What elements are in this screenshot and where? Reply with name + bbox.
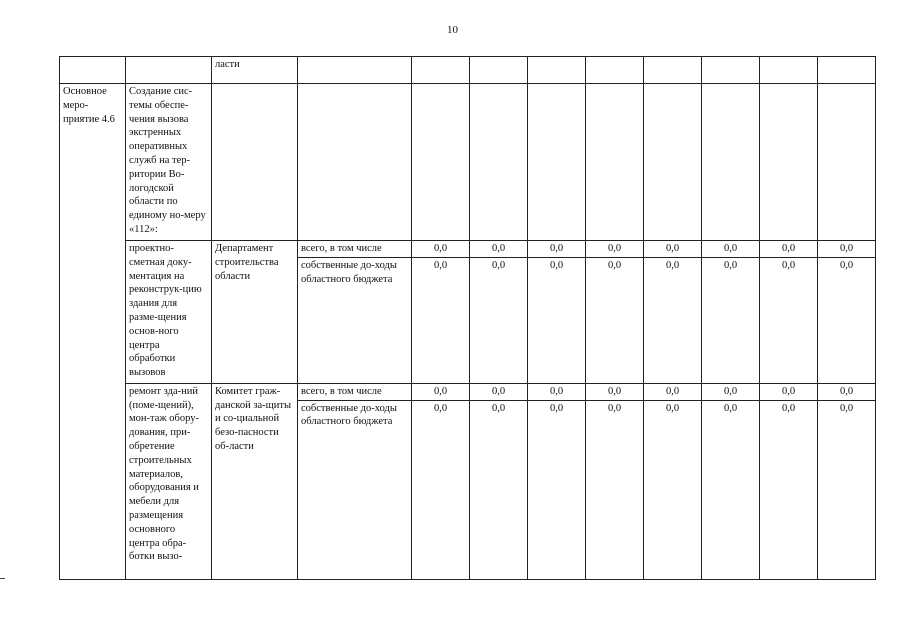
value-cell: 0,0 bbox=[818, 400, 876, 579]
value-cell: 0,0 bbox=[818, 383, 876, 400]
value-cell: 0,0 bbox=[470, 400, 528, 579]
value-cell: 0,0 bbox=[586, 400, 644, 579]
value-cell: 0,0 bbox=[470, 241, 528, 258]
value-cell: 0,0 bbox=[470, 383, 528, 400]
funding-source: собственные до-ходы областного бюджета bbox=[298, 400, 412, 579]
value-cell: 0,0 bbox=[702, 383, 760, 400]
table-row bbox=[60, 84, 876, 241]
value-cell: 0,0 bbox=[412, 241, 470, 258]
table-row bbox=[60, 57, 876, 84]
funding-source: всего, в том числе bbox=[298, 241, 412, 258]
value-cell: 0,0 bbox=[644, 241, 702, 258]
value-cell: 0,0 bbox=[760, 257, 818, 383]
value-cell: 0,0 bbox=[644, 400, 702, 579]
budget-table bbox=[59, 56, 876, 580]
value-cell: 0,0 bbox=[528, 400, 586, 579]
value-cell: 0,0 bbox=[586, 383, 644, 400]
cell-name bbox=[126, 57, 212, 84]
value-cell: 0,0 bbox=[760, 400, 818, 579]
value-cell: 0,0 bbox=[760, 383, 818, 400]
funding-source: собственные до-ходы областного бюджета bbox=[298, 257, 412, 383]
cell-source bbox=[298, 57, 412, 84]
value-cell: 0,0 bbox=[644, 257, 702, 383]
value-cell: 0,0 bbox=[412, 257, 470, 383]
value-cell: 0,0 bbox=[818, 257, 876, 383]
value-cell: 0,0 bbox=[702, 257, 760, 383]
cell-code bbox=[60, 57, 126, 84]
value-cell: 0,0 bbox=[702, 241, 760, 258]
cell-executor: ласти bbox=[212, 57, 298, 84]
value-cell: 0,0 bbox=[528, 383, 586, 400]
subitem-name: ремонт зда-ний (поме-щений), мон-таж обору-дования, при-обретение строительных материалов, оборудования и мебели для размещения основного центра обра-ботки вызо- bbox=[126, 383, 212, 579]
subitem-executor: Департамент строительства области bbox=[212, 241, 298, 384]
value-cell: 0,0 bbox=[412, 383, 470, 400]
margin-mark bbox=[0, 578, 5, 579]
value-cell: 0,0 bbox=[528, 257, 586, 383]
value-cell: 0,0 bbox=[760, 241, 818, 258]
value-cell: 0,0 bbox=[412, 400, 470, 579]
value-cell: 0,0 bbox=[586, 257, 644, 383]
value-cell: 0,0 bbox=[586, 241, 644, 258]
measure-code: Основное меро-приятие 4.6 bbox=[60, 84, 126, 580]
table-row bbox=[60, 383, 876, 400]
page-number: 10 bbox=[447, 24, 458, 36]
measure-title: Создание сис-темы обеспе-чения вызова экстренных оперативных служб на тер-ритории Во-логодской области по единому но-меру «112»: bbox=[126, 84, 212, 241]
subitem-name: проектно-сметная доку-ментация на реконструк-цию здания для разме-щения основ-ного центра обработки вызовов bbox=[126, 241, 212, 384]
value-cell: 0,0 bbox=[470, 257, 528, 383]
value-cell: 0,0 bbox=[528, 241, 586, 258]
value-cell: 0,0 bbox=[644, 383, 702, 400]
value-cell: 0,0 bbox=[818, 241, 876, 258]
subitem-executor: Комитет граж-данской за-щиты и со-циальной безо-пасности об-ласти bbox=[212, 383, 298, 579]
value-cell: 0,0 bbox=[702, 400, 760, 579]
funding-source: всего, в том числе bbox=[298, 383, 412, 400]
table-row bbox=[60, 241, 876, 258]
